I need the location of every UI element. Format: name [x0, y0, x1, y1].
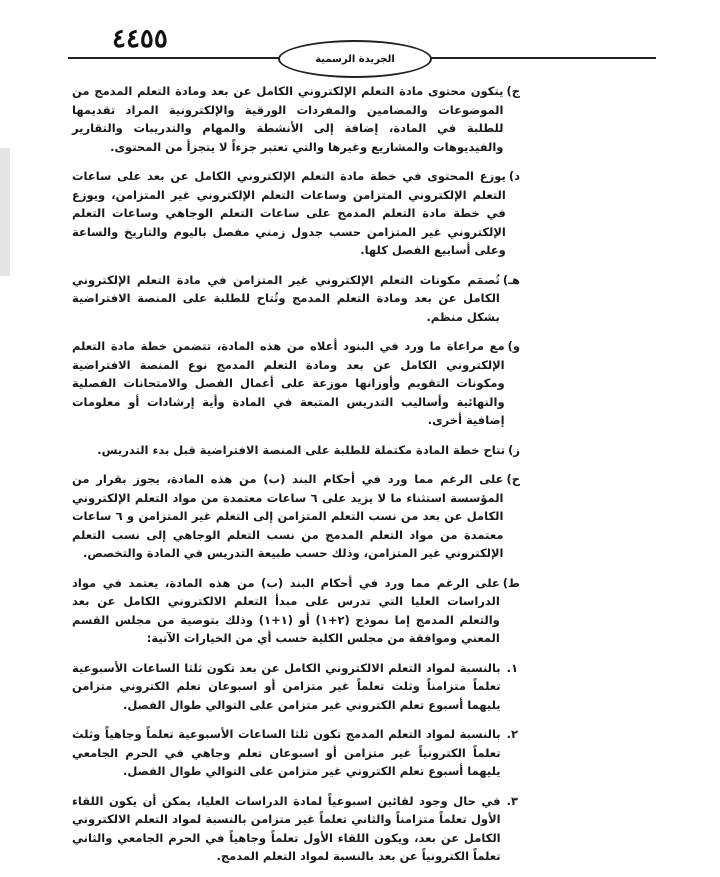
clause-marker: ج)	[506, 84, 520, 98]
option-text: بالنسبة لمواد التعلم الالكتروني الكامل عن بعد تكون ثلثا الساعات الأسبوعية تعلماً متزامناً وثلث تعلماً غير متزامن أو اسبوعان تعلم الكتروني متزامن يليهما أسبوع تعلم الكتروني غير متزامن على التوالي طوال الفصل.	[72, 660, 501, 712]
clause-text: تُصمَم مكونات التعلم الإلكتروني غير المتزامن في مادة التعلم الإلكتروني الكامل عن بعد ومادة التعلم المدمج وتُتاح للطلبة على المنصة الافتراضية بشكل منظم.	[72, 272, 500, 324]
clause-z	[72, 441, 520, 460]
option-1	[72, 659, 520, 715]
article-body	[72, 82, 520, 877]
clause-text: يوزع المحتوى في خطة مادة التعلم الإلكتروني الكامل عن بعد على ساعات التعلم الإلكتروني المتزامن وساعات التعلم الإلكتروني غير المتزامن، ويوزع في خطة مادة التعلم المدمج على ساعات التعلم الوجاهي وساعات التعلم الإلكتروني غير المتزامن حسب جدول زمني مفصل باليوم والتاريخ والساعة وعلى أسابيع الفصل كلها.	[72, 169, 506, 257]
clause-w	[72, 337, 520, 430]
clause-marker: د)	[508, 169, 520, 183]
clause-d	[72, 167, 520, 260]
clause-marker: ح)	[506, 472, 520, 486]
clause-j	[72, 82, 520, 156]
option-marker: ٣.	[506, 793, 518, 808]
option-marker: ٢.	[506, 727, 518, 741]
option-marker: ١.	[506, 660, 518, 675]
option-text: في حال وجود لقائين اسبوعياً لمادة الدراسات العليا، يمكن أن يكون اللقاء الأول تعلماً متزامناً والثاني تعلماً غير متزامن بالنسبة لمواد التعلم الالكتروني الكامل عن بعد، ويكون اللقاء الأول تعلماً وجاهياً في الحرم الجامعي والثاني تعلماً الكترونياً عن بعد بالنسبة لمواد التعلم المدمج.	[72, 793, 501, 863]
clause-text: على الرغم مما ورد في أحكام البند (ب) من هذه المادة، يجوز بقرار من المؤسسة استثناء ما لا يزيد على ٦ ساعات معتمدة من مواد التعلم الإلكتروني الكامل عن بعد من نسب التعلم المتزامن إلى التعلم غير المتزامن و ٦ ساعات معتمدة من مواد التعلم المدمج من نسب التعلم الوجاهي إلى نسب التعلم الإلكتروني غير المتزامن، وذلك حسب طبيعة التدريس في المادة والتخصص.	[72, 472, 504, 560]
option-3	[72, 792, 520, 866]
clause-h	[72, 271, 520, 327]
gazette-title-oval	[278, 40, 432, 78]
clause-marker: و)	[507, 339, 520, 353]
page-number: ٤٤٥٥	[112, 24, 168, 54]
option-2	[72, 725, 520, 781]
clause-hh	[72, 470, 520, 563]
clause-text: على الرغم مما ورد في أحكام البند (ب) من هذه المادة، يعتمد في مواد الدراسات العليا التي تدرس على مبدأ التعلم الالكتروني الكامل عن بعد والتعلم المدمج إما نموذج (٢+١) أو (١+١) وذلك بتوصية من مجلس القسم المعني وموافقة من مجلس الكلية حسب أي من الخيارات الآتية:	[72, 575, 500, 645]
clause-marker: ط)	[502, 575, 520, 590]
gazette-title: الجريدة الرسمية	[315, 53, 395, 65]
option-text: بالنسبة لمواد التعلم المدمج تكون ثلثا الساعات الأسبوعية تعلماً وجاهياً وثلث تعلماً الكترونياً غير متزامن أو اسبوعان تعلم وجاهي في الحرم الجامعي يليهما أسبوع تعلم الكتروني غير متزامن على التوالي طوال الفصل.	[72, 727, 501, 778]
clause-text: مع مراعاة ما ورد في البنود أعلاه من هذه المادة، تتضمن خطة مادة التعلم الإلكتروني الكامل عن بعد ومادة التعلم المدمج نوع المنصة الافتراضية ومكونات التقويم وأوزانها موزعة على أعمال الفصل والامتحانات الفصلية والنهائية وأساليب التدريس المتبعة في المادة وأية إرشادات أو معلومات إضافية أخرى.	[72, 339, 505, 427]
scan-edge-shadow	[0, 148, 10, 276]
clause-text: تتاح خطة المادة مكتملة للطلبة على المنصة الافتراضية قبل بدء التدريس.	[97, 442, 506, 457]
clause-marker: ز)	[508, 442, 520, 457]
clause-t	[72, 574, 520, 648]
clause-marker: هـ)	[502, 272, 520, 287]
clause-text: يتكون محتوى مادة التعلم الإلكتروني الكامل عن بعد ومادة التعلم المدمج من الموضوعات والمضامين والمفردات الورقية والإلكترونية المراد تقديمها للطلبة في المادة، إضافة إلى الأنشطة والمهام والتدريبات والتقارير والفيديوهات والمشاريع وغيرها والتي تعتبر جزءاً لا يتجزأ من المحتوى.	[72, 84, 504, 154]
